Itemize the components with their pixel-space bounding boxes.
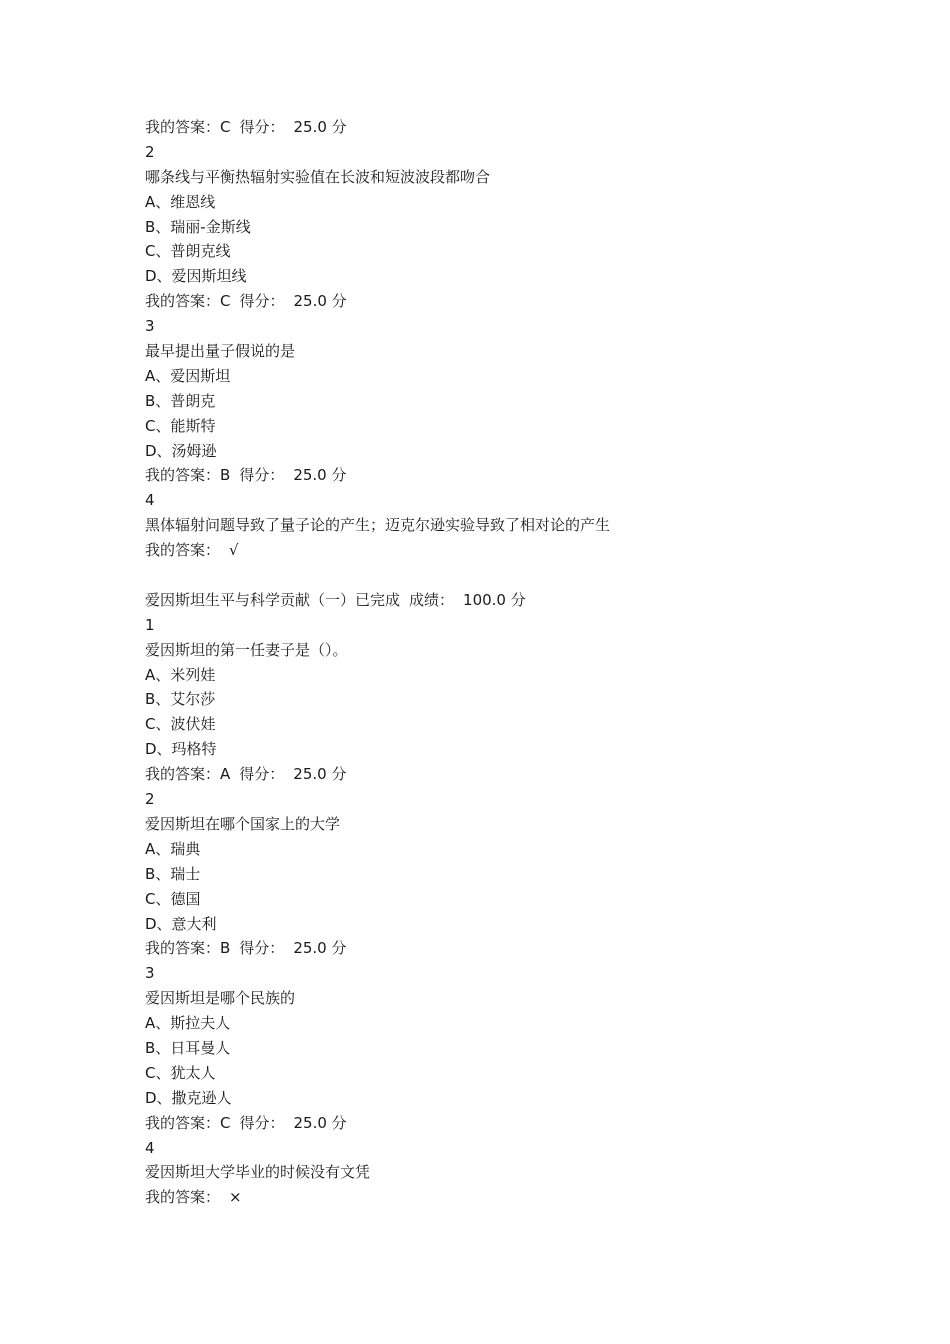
- answer-value: √: [229, 541, 239, 560]
- score-label: 得分：: [239, 765, 285, 784]
- answer-label: 我的答案：B: [145, 466, 231, 485]
- question-text: 爱因斯坦的第一任妻子是（）。: [145, 640, 348, 659]
- option-b: B、艾尔莎: [145, 690, 216, 709]
- answer-line: [145, 538, 845, 563]
- score-value: 25.0 分: [293, 118, 347, 136]
- option-d: D、撒克逊人: [145, 1088, 232, 1107]
- answer-label: 我的答案：C: [145, 1113, 231, 1132]
- answer-label: 我的答案：: [145, 541, 221, 560]
- option-b: B、日耳曼人: [145, 1038, 231, 1057]
- score-value: 25.0 分: [293, 466, 347, 485]
- document-page: [145, 115, 845, 1210]
- answer-line: [145, 289, 845, 314]
- option-a: A、爱因斯坦: [145, 366, 231, 385]
- score-label: 得分：: [239, 292, 285, 311]
- question-number: 4: [145, 491, 155, 510]
- answer-label: 我的答案：C: [145, 292, 231, 311]
- score-label: 得分：: [239, 1113, 285, 1132]
- answer-line: [145, 1185, 845, 1210]
- grade-label: 成绩：: [409, 590, 455, 609]
- answer-line: [145, 115, 845, 140]
- option-a: A、瑞典: [145, 839, 201, 858]
- option-b: B、普朗克: [145, 391, 216, 410]
- score-value: 25.0 分: [293, 292, 347, 311]
- score-value: 25.0 分: [293, 765, 347, 784]
- score-label: 得分：: [239, 118, 285, 136]
- answer-value: ×: [229, 1188, 242, 1207]
- answer-label: 我的答案：: [145, 1188, 221, 1207]
- score-label: 得分：: [239, 939, 285, 958]
- question-text: 哪条线与平衡热辐射实验值在长波和短波波段都吻合: [145, 167, 491, 186]
- question-text: 爱因斯坦是哪个民族的: [145, 989, 296, 1008]
- question-number: 2: [145, 142, 155, 161]
- score-value: 25.0 分: [293, 1113, 347, 1132]
- section-title: 爱因斯坦生平与科学贡献（一）已完成: [145, 590, 401, 609]
- score-value: 25.0 分: [293, 939, 347, 958]
- answer-line: [145, 762, 845, 787]
- question-text: 黑体辐射问题导致了量子论的产生；迈克尔逊实验导致了相对论的产生: [145, 516, 611, 535]
- answer-line: [145, 936, 845, 961]
- option-a: A、斯拉夫人: [145, 1014, 231, 1033]
- grade-value: 100.0 分: [463, 590, 526, 609]
- option-c: C、能斯特: [145, 416, 216, 435]
- question-number: 2: [145, 790, 155, 809]
- question-number: 1: [145, 615, 155, 634]
- option-a: A、维恩线: [145, 192, 216, 211]
- answer-label: 我的答案：A: [145, 765, 231, 784]
- question-number: 4: [145, 1138, 155, 1157]
- option-c: C、犹太人: [145, 1063, 216, 1082]
- option-d: D、玛格特: [145, 740, 217, 759]
- question-text: 最早提出量子假说的是: [145, 342, 296, 361]
- question-number: 3: [145, 964, 155, 983]
- section-title-line: [145, 588, 845, 613]
- option-c: C、波伏娃: [145, 715, 216, 734]
- option-b: B、瑞士: [145, 864, 201, 883]
- question-text: 爱因斯坦在哪个国家上的大学: [145, 814, 341, 833]
- answer-line: [145, 463, 845, 488]
- option-c: C、普朗克线: [145, 242, 231, 261]
- answer-label: 我的答案：C: [145, 118, 231, 136]
- question-text: 爱因斯坦大学毕业的时候没有文凭: [145, 1163, 371, 1182]
- answer-line: [145, 1111, 845, 1136]
- answer-label: 我的答案：B: [145, 939, 231, 958]
- option-d: D、爱因斯坦线: [145, 267, 247, 286]
- option-b: B、瑞丽-金斯线: [145, 217, 251, 236]
- option-d: D、意大利: [145, 914, 217, 933]
- option-d: D、汤姆逊: [145, 441, 217, 460]
- option-c: C、德国: [145, 889, 201, 908]
- question-number: 3: [145, 317, 155, 336]
- score-label: 得分：: [239, 466, 285, 485]
- option-a: A、米列娃: [145, 665, 216, 684]
- spacer: [145, 563, 845, 588]
